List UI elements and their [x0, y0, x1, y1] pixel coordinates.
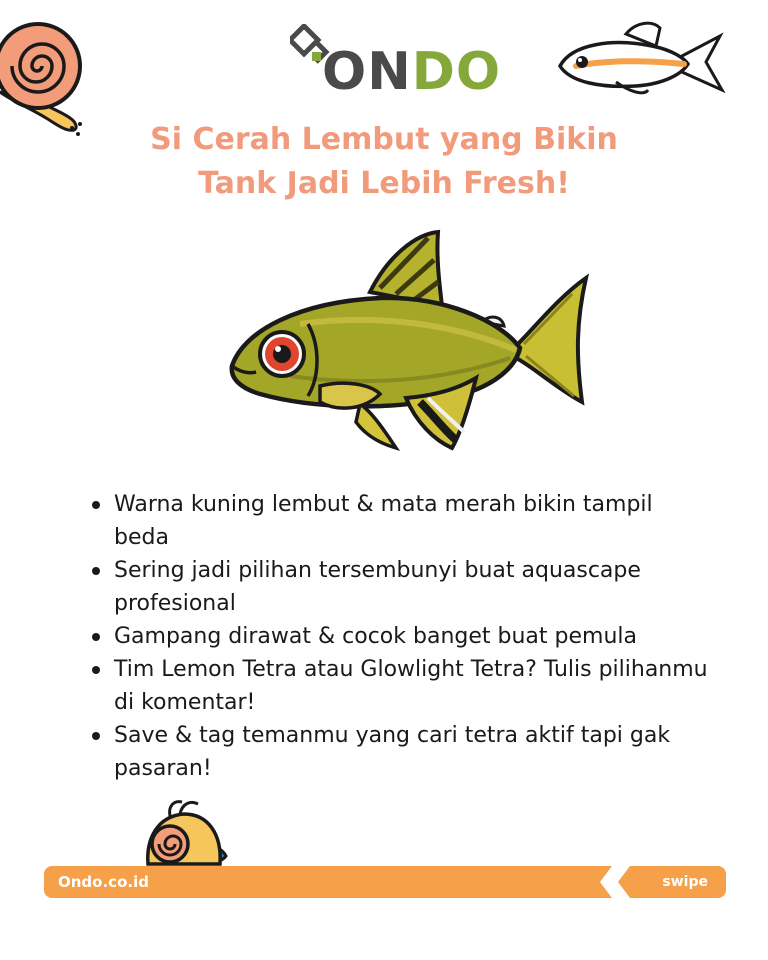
brand-wordmark	[322, 42, 501, 102]
brand-name-part1: ON	[322, 42, 412, 102]
brand-name-part2: DO	[411, 42, 502, 102]
footer-bar	[44, 866, 726, 898]
list-item: Save & tag temanmu yang cari tetra aktif tapi gak pasaran!	[88, 719, 708, 785]
website-link[interactable]: Ondo.co.id	[58, 873, 149, 891]
headline-line-1: Si Cerah Lembut yang Bikin	[150, 122, 618, 157]
list-item: Sering jadi pilihan tersembunyi buat aquascape profesional	[88, 554, 708, 620]
list-item: Tim Lemon Tetra atau Glowlight Tetra? Tulis pilihanmu di komentar!	[88, 653, 708, 719]
list-item: Warna kuning lembut & mata merah bikin tampil beda	[88, 488, 708, 554]
headline	[84, 118, 684, 206]
ondo-logo	[288, 20, 502, 102]
swipe-button[interactable]: swipe	[662, 874, 708, 890]
neon-tetra-icon	[556, 16, 728, 104]
snail-icon	[0, 22, 92, 142]
feature-list	[88, 488, 708, 785]
list-item: Gampang dirawat & cocok banget buat pemula	[88, 620, 708, 653]
headline-line-2: Tank Jadi Lebih Fresh!	[198, 166, 570, 201]
lemon-tetra-illustration	[220, 226, 600, 476]
small-snail-icon	[140, 798, 232, 870]
chevron-left-icon	[600, 866, 630, 898]
